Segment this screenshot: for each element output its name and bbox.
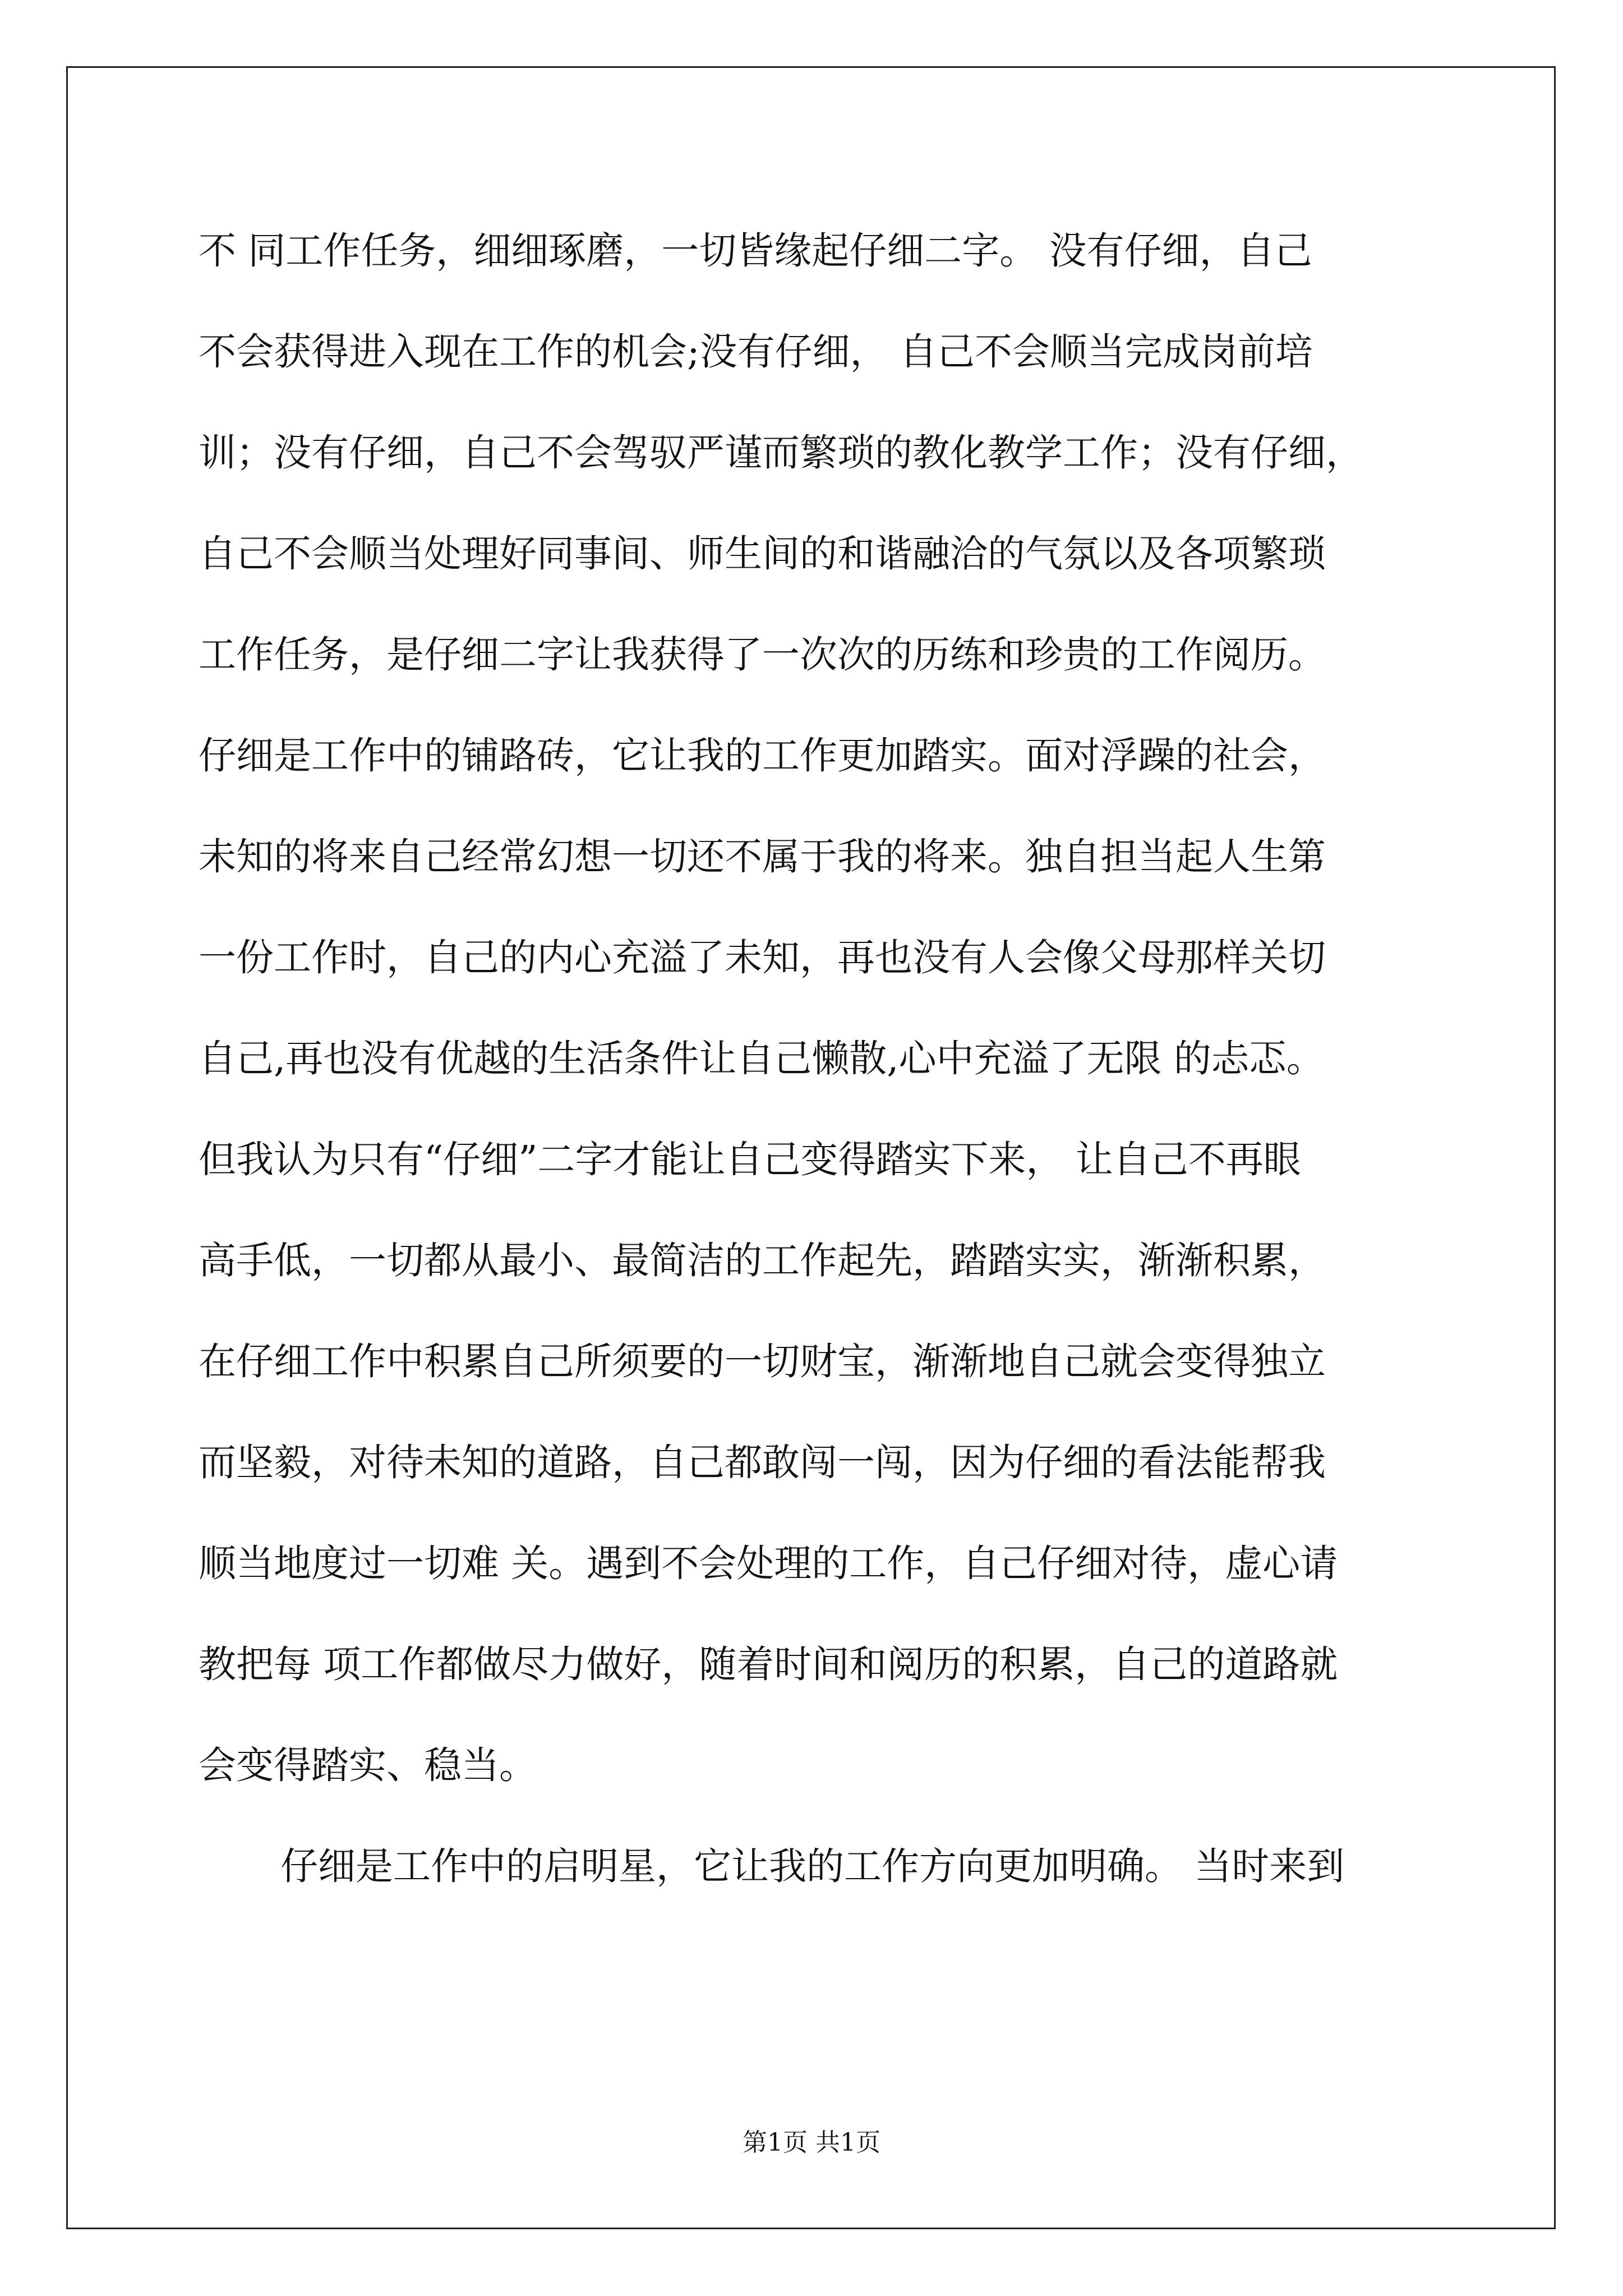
body-line-2: 不会获得进入现在工作的机会;没有仔细， 自己不会顺当完成岗前培 xyxy=(199,330,1313,374)
body-line-15: 教把每 项工作都做尽力做好，随着时间和阅历的积累，自己的道路就 xyxy=(199,1642,1338,1686)
body-line-17: 仔细是工作中的启明星，它让我的工作方向更加明确。 当时来到 xyxy=(280,1844,1345,1888)
body-line-14: 顺当地度过一切难 关。遇到不会处理的工作，自己仔细对待，虚心请 xyxy=(199,1542,1338,1585)
body-line-16: 会变得踏实、稳当。 xyxy=(199,1743,537,1787)
body-line-13: 而坚毅，对待未知的道路，自己都敢闯一闯，因为仔细的看法能帮我 xyxy=(199,1441,1326,1484)
body-line-3: 训；没有仔细，自己不会驾驭严谨而繁琐的教化教学工作；没有仔细， xyxy=(199,431,1363,475)
body-line-7: 未知的将来自己经常幻想一切还不属于我的将来。独自担当起人生第 xyxy=(199,835,1326,878)
body-line-11: 高手低，一切都从最小、最简洁的工作起先，踏踏实实，渐渐积累， xyxy=(199,1239,1326,1282)
body-line-8: 一份工作时，自己的内心充溢了未知，再也没有人会像父母那样关切 xyxy=(199,936,1326,979)
body-line-6: 仔细是工作中的铺路砖，它让我的工作更加踏实。面对浮躁的社会， xyxy=(199,734,1326,777)
body-line-9: 自己,再也没有优越的生活条件让自己懒散,心中充溢了无限 的忐忑。 xyxy=(199,1037,1324,1080)
body-line-1: 不 同工作任务，细细琢磨，一切皆缘起仔细二字。 没有仔细，自己 xyxy=(199,229,1312,273)
body-line-12: 在仔细工作中积累自己所须要的一切财宝，渐渐地自己就会变得独立 xyxy=(199,1340,1326,1383)
page-number-footer: 第1页 共1页 xyxy=(743,2128,880,2157)
body-line-4: 自己不会顺当处理好同事间、师生间的和谐融洽的气氛以及各项繁琐 xyxy=(199,532,1326,576)
body-line-10: 但我认为只有“仔细”二字才能让自己变得踏实下来， 让自己不再眼 xyxy=(199,1138,1301,1181)
body-line-5: 工作任务，是仔细二字让我获得了一次次的历练和珍贵的工作阅历。 xyxy=(199,633,1326,677)
